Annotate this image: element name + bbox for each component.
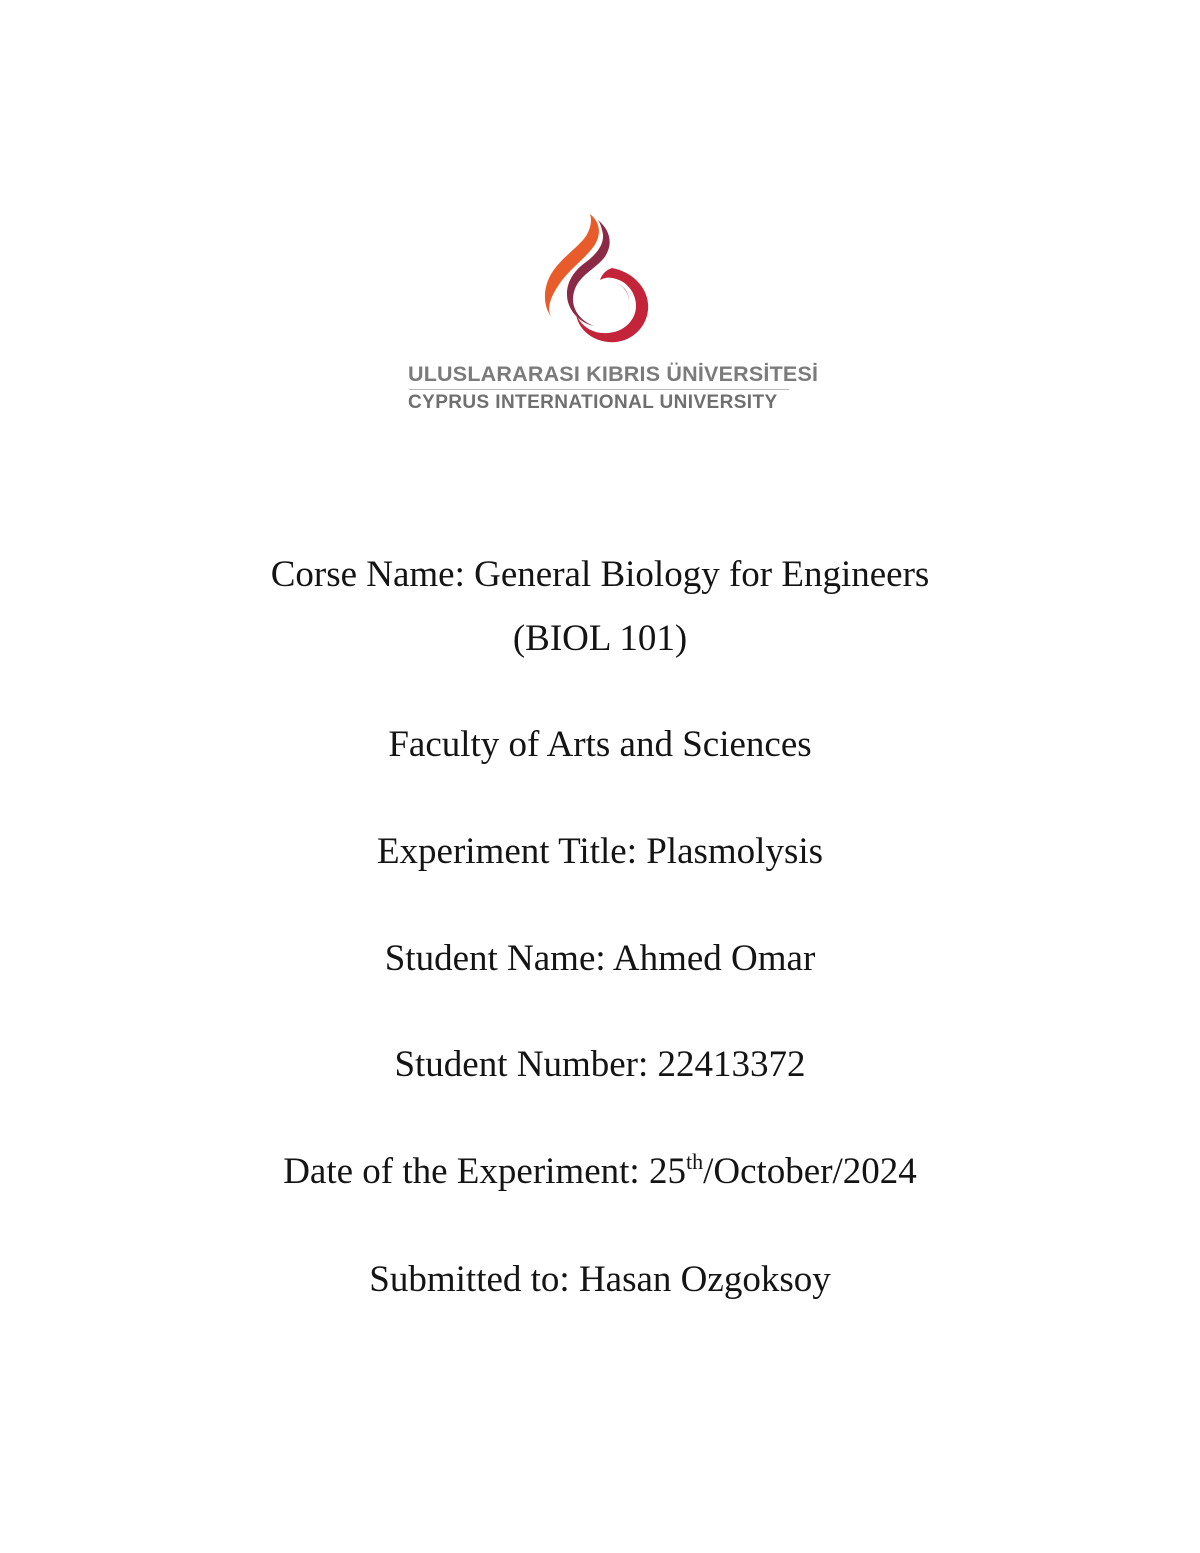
logo-university-name-english: CYPRUS INTERNATIONAL UNIVERSITY xyxy=(408,392,778,413)
university-logo xyxy=(0,212,1200,422)
course-code-line: (BIOL 101) xyxy=(512,618,688,659)
faculty-line: Faculty of Arts and Sciences xyxy=(388,724,812,765)
logo-red-ring xyxy=(576,268,648,342)
date-prefix: Date of the Experiment: 25 xyxy=(283,1151,686,1192)
logo-university-name-turkish: ULUSLARARASI KIBRIS ÜNİVERSİTESİ xyxy=(408,362,819,386)
student-name-line: Student Name: Ahmed Omar xyxy=(384,938,816,979)
student-number-line: Student Number: 22413372 xyxy=(394,1044,806,1085)
date-ordinal-suffix: th xyxy=(685,1149,704,1174)
flame-drop-logo-icon xyxy=(538,212,662,346)
experiment-date-line xyxy=(0,1150,1200,1194)
logo-divider xyxy=(409,389,789,390)
date-suffix: /October/2024 xyxy=(703,1151,917,1192)
experiment-title-line: Experiment Title: Plasmolysis xyxy=(376,831,824,872)
course-name-line: Corse Name: General Biology for Engineers xyxy=(270,554,930,595)
submitted-to-line: Submitted to: Hasan Ozgoksoy xyxy=(369,1259,831,1300)
